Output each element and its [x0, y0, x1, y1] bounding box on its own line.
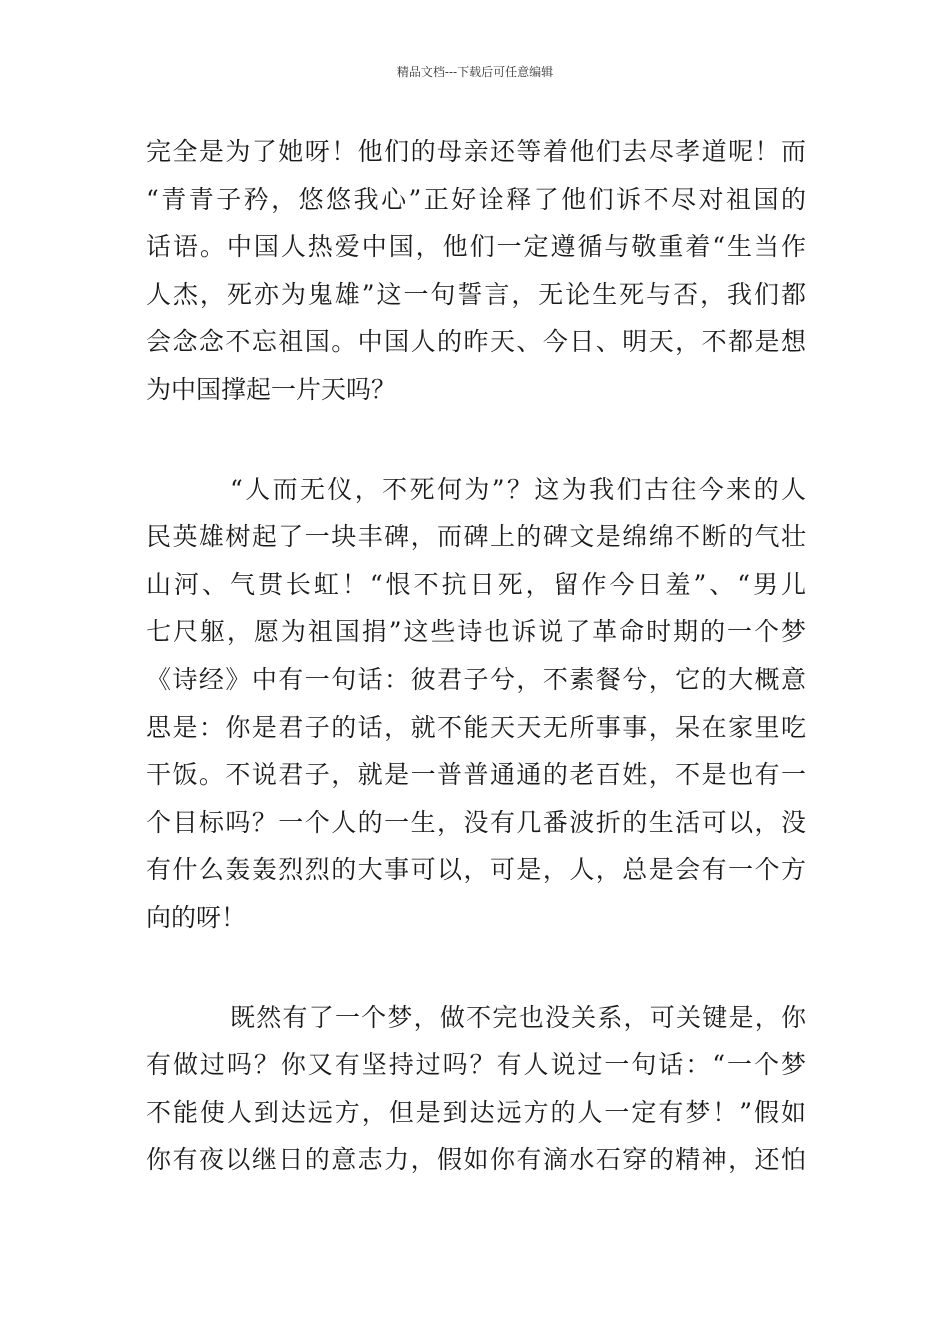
- text-line: 完全是为了她呀！他们的母亲还等着他们去尽孝道呢！而: [146, 137, 806, 166]
- text-line: 有什么轰轰烈烈的大事可以，可是，人，总是会有一个方: [146, 855, 806, 885]
- text-line: “青青子矜，悠悠我心”正好诠释了他们诉不尽对祖国的: [146, 184, 806, 214]
- text-line: 向的呀！: [146, 902, 247, 932]
- page-header: 精品文档---下载后可任意编辑: [396, 65, 554, 79]
- text-line: 干饭。不说君子，就是一普普通通的老百姓，不是也有一: [146, 760, 806, 790]
- text-line: 有做过吗？你又有坚持过吗？有人说过一句话：“一个梦: [146, 1050, 806, 1080]
- text-line: 既然有了一个梦，做不完也没关系，可关键是，你: [230, 1002, 806, 1032]
- text-line: 为中国撑起一片天吗？: [146, 374, 397, 404]
- text-line: 山河、气贯长虹！“恨不抗日死，留作今日羞”、“男儿: [146, 569, 806, 599]
- text-line: 不能使人到达远方，但是到达远方的人一定有梦！”假如: [146, 1097, 806, 1127]
- text-line: 会念念不忘祖国。中国人的昨天、今日、明天，不都是想: [146, 327, 806, 357]
- text-line: “人而无仪，不死何为”？这为我们古往今来的人: [230, 474, 806, 504]
- paragraph-3: [146, 994, 806, 1184]
- text-line: 民英雄树起了一块丰碑，而碑上的碑文是绵绵不断的气壮: [146, 522, 806, 552]
- paragraph-2: [146, 466, 806, 942]
- paragraph-gap: [146, 942, 806, 994]
- paragraph-gap: [146, 414, 806, 466]
- text-line: 七尺躯，愿为祖国捐”这些诗也诉说了革命时期的一个梦: [146, 617, 806, 647]
- text-line: 个目标吗？一个人的一生，没有几番波折的生活可以，没: [146, 807, 806, 837]
- text-line: 话语。中国人热爱中国，他们一定遵循与敬重着“生当作: [146, 232, 806, 262]
- text-line: 《诗经》中有一句话：彼君子兮，不素餐兮，它的大概意: [146, 664, 806, 694]
- paragraph-1: [146, 128, 806, 414]
- text-line: 思是：你是君子的话，就不能天天无所事事，呆在家里吃: [146, 712, 806, 742]
- text-line: 人杰，死亦为鬼雄”这一句誓言，无论生死与否，我们都: [146, 279, 806, 309]
- document-body: [146, 128, 806, 1184]
- text-line: 你有夜以继日的意志力，假如你有滴水石穿的精神，还怕: [146, 1145, 806, 1175]
